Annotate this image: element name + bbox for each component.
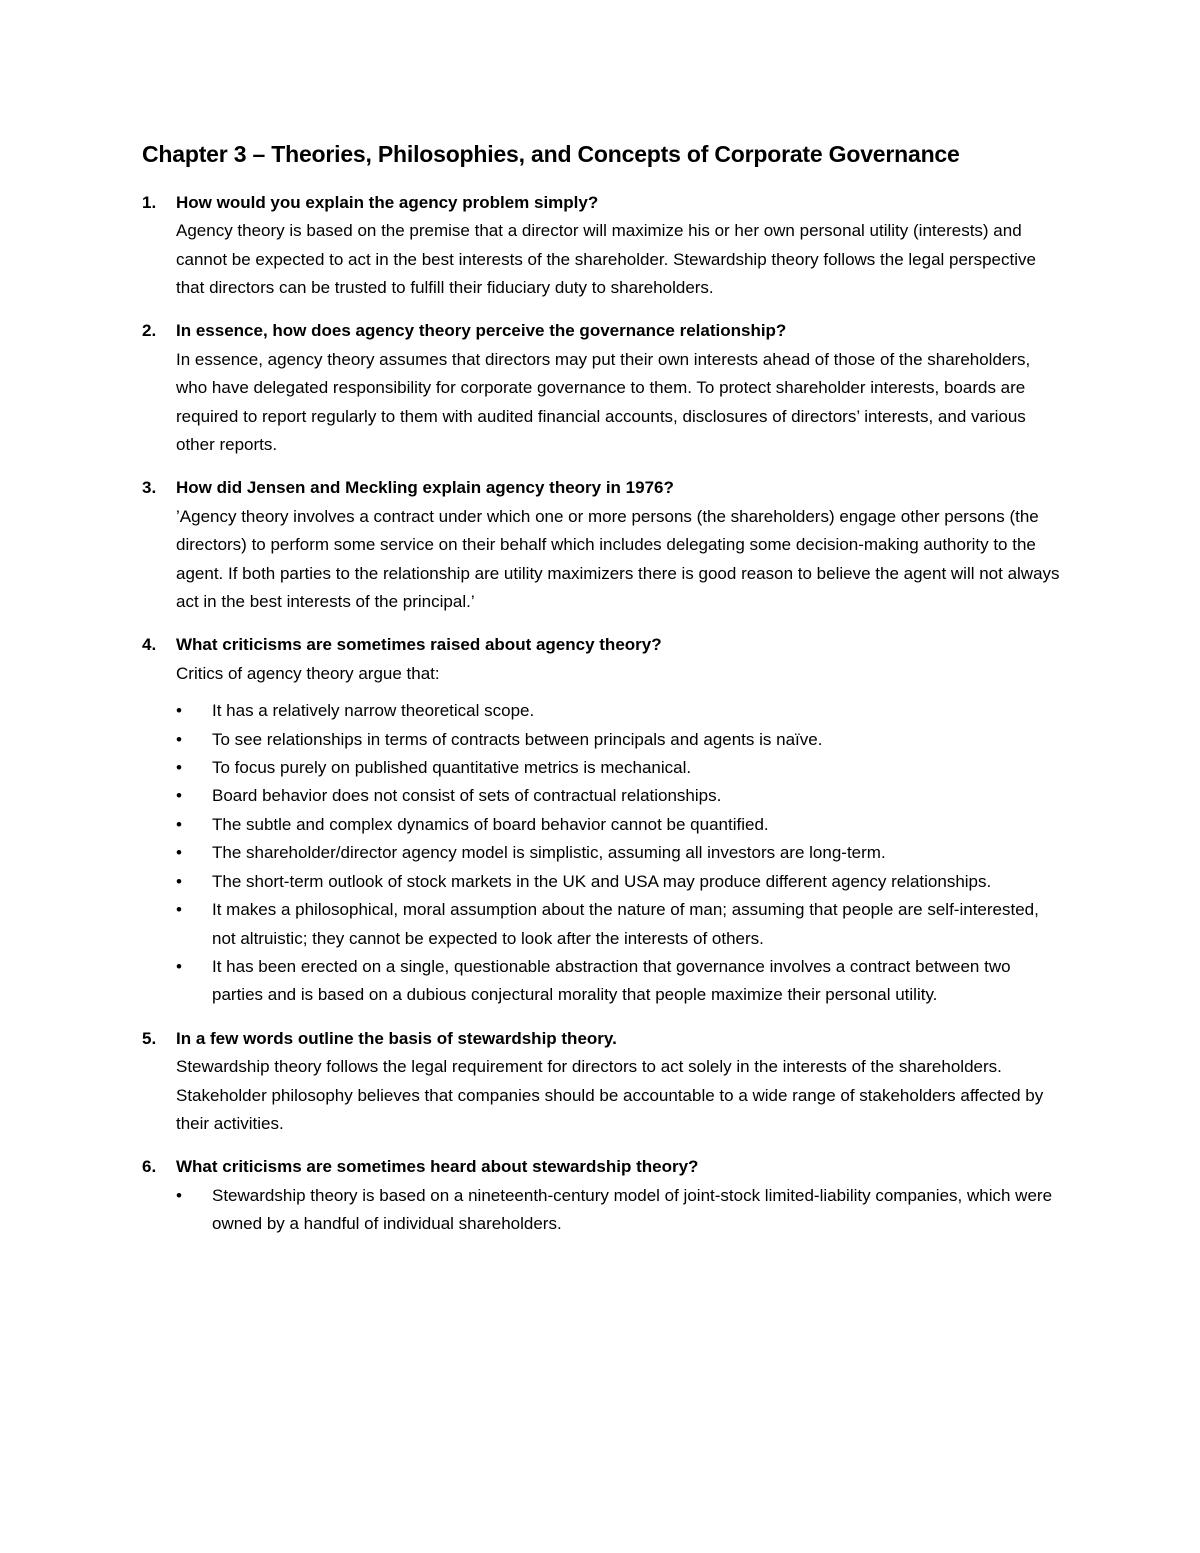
- question-number: 5.: [142, 1028, 157, 1048]
- question-number: 1.: [142, 192, 157, 212]
- question-heading: How did Jensen and Meckling explain agency theory in 1976?: [176, 478, 674, 498]
- criticism-list: [176, 697, 1062, 1009]
- question-number: 4.: [142, 635, 157, 655]
- answer-text: Stewardship theory follows the legal requirement for directors to act solely in the interests of the shareholders. Stakeholder philosophy believes that companies should be accountable to a wide range of stakeholders affected by their activities.: [176, 1057, 1044, 1133]
- question-item: [142, 189, 1062, 303]
- document-page: [142, 140, 1062, 1254]
- question-heading: How would you explain the agency problem simply?: [176, 192, 599, 212]
- list-item: • It makes a philosophical, moral assumption about the nature of man; assuming that people are self-interested, not altruistic; they cannot be expected to look after the interests of others.: [176, 896, 1062, 953]
- answer-text: ’Agency theory involves a contract under which one or more persons (the shareholders) engage other persons (the directors) to perform some service on their behalf which includes delegating some decision-making authority to the agent. If both parties to the relationship are utility maximizers there is good reason to believe the agent will not always act in the best interests of the principal.’: [176, 506, 1060, 612]
- question-number: 6.: [142, 1157, 157, 1177]
- list-item: • Board behavior does not consist of sets of contractual relationships.: [176, 782, 1062, 810]
- question-heading: What criticisms are sometimes heard about stewardship theory?: [176, 1157, 699, 1177]
- document-title: Chapter 3 – Theories, Philosophies, and Concepts of Corporate Governance: [142, 141, 960, 167]
- answer-text: Agency theory is based on the premise that a director will maximize his or her own personal utility (interests) and cannot be expected to act in the best interests of the shareholder. Stewardship theory follows the legal perspective that directors can be trusted to fulfill their fiduciary duty to shareholders.: [176, 221, 1036, 297]
- list-item: • It has a relatively narrow theoretical scope.: [176, 697, 1062, 725]
- question-heading: In a few words outline the basis of stewardship theory.: [176, 1028, 617, 1048]
- list-item: • Stewardship theory is based on a nineteenth-century model of joint-stock limited-liability companies, which were owned by a handful of individual shareholders.: [176, 1182, 1062, 1239]
- question-heading: In essence, how does agency theory perceive the governance relationship?: [176, 321, 787, 341]
- list-item: • The subtle and complex dynamics of board behavior cannot be quantified.: [176, 811, 1062, 839]
- list-item: • To focus purely on published quantitative metrics is mechanical.: [176, 754, 1062, 782]
- answer-text: In essence, agency theory assumes that directors may put their own interests ahead of those of the shareholders, who have delegated responsibility for corporate governance to them. To protect shareholder interests, boards are required to report regularly to them with audited financial accounts, disclosures of directors’ interests, and various other reports.: [176, 349, 1031, 454]
- question-item: [142, 317, 1062, 459]
- answer-text: Critics of agency theory argue that:: [176, 663, 440, 683]
- question-item: [142, 1153, 1062, 1238]
- question-number: 3.: [142, 478, 157, 498]
- list-item: • The shareholder/director agency model is simplistic, assuming all investors are long-term.: [176, 839, 1062, 867]
- question-number: 2.: [142, 321, 157, 341]
- list-item: • It has been erected on a single, questionable abstraction that governance involves a contract between two parties and is based on a dubious conjectural morality that people maximize their personal utility.: [176, 953, 1062, 1010]
- criticism-list: [176, 1182, 1062, 1239]
- list-item: • The short-term outlook of stock markets in the UK and USA may produce different agency relationships.: [176, 868, 1062, 896]
- question-heading: What criticisms are sometimes raised about agency theory?: [176, 635, 662, 655]
- question-item: [142, 474, 1062, 616]
- question-item: [142, 631, 1062, 1009]
- question-item: [142, 1025, 1062, 1139]
- list-item: • To see relationships in terms of contracts between principals and agents is naïve.: [176, 726, 1062, 754]
